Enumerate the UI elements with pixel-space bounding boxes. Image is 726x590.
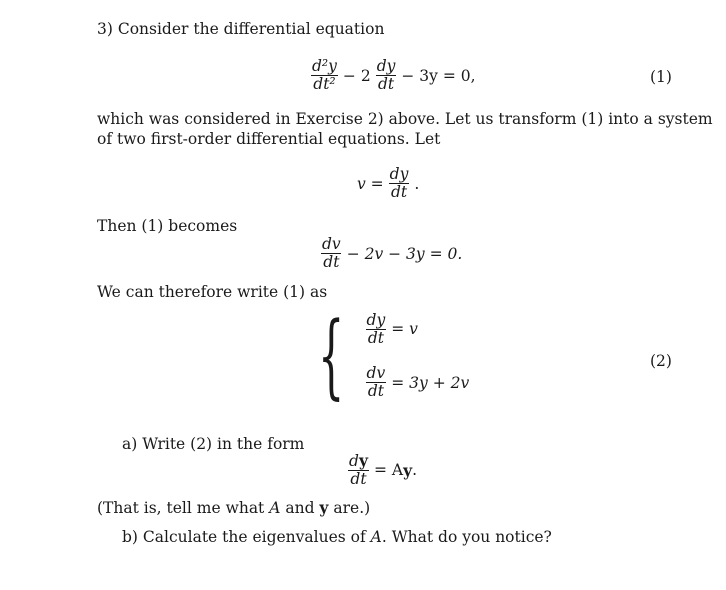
- fraction-dy-dt: $\frac{dy}{dt}$: [389, 165, 409, 202]
- therefore-text: We can therefore write (1) as: [97, 283, 328, 301]
- that-is-text: (That is, tell me what A and y are.): [97, 498, 371, 517]
- equation-label-1: (1): [650, 68, 672, 86]
- fraction-dy-dt: $\frac{dy}{dt}$: [366, 310, 386, 347]
- system-row-1: $\frac{dy}{dt}$ = v: [366, 310, 418, 347]
- equation-1: $\frac{\text{d²y}}{\text{dt²}}$ − 2 $\frac{dy}{dt}$ − 3y = 0,: [312, 57, 476, 94]
- equation-system: [318, 302, 470, 409]
- fraction-bold-dy-dt: $\frac{dy}{dt}$: [349, 451, 368, 489]
- system-row-2: $\frac{dv}{dt}$ = 3y + 2v: [366, 364, 470, 401]
- fraction-dv-dt: $\frac{dv}{dt}$: [322, 235, 341, 272]
- problem-title: 3) Consider the differential equation: [97, 20, 385, 38]
- fraction-dy-dt: $\frac{dy}{dt}$: [376, 57, 396, 94]
- equation-dv: $\frac{dv}{dt}$ − 2v − 3y = 0.: [322, 235, 463, 272]
- equation-v: v = $\frac{dy}{dt}$ .: [357, 165, 420, 202]
- part-a-text: a) Write (2) in the form: [122, 435, 305, 453]
- fraction-dv-dt: $\frac{dv}{dt}$: [366, 364, 386, 401]
- paragraph-line-2: of two first-order differential equations. Let: [97, 130, 441, 148]
- then-text: Then (1) becomes: [97, 217, 238, 235]
- part-b-text: b) Calculate the eigenvalues of A. What do you notice?: [122, 528, 552, 546]
- equation-vector: $\frac{dy}{dt}$ = A y .: [349, 451, 418, 489]
- paragraph-line-1: which was considered in Exercise 2) above. Let us transform (1) into a system: [97, 110, 713, 128]
- left-brace: {: [318, 302, 345, 409]
- equation-label-2: (2): [650, 352, 672, 370]
- fraction-d2y-dt2: $\frac{\text{d²y}}{\text{dt²}}$: [312, 57, 337, 94]
